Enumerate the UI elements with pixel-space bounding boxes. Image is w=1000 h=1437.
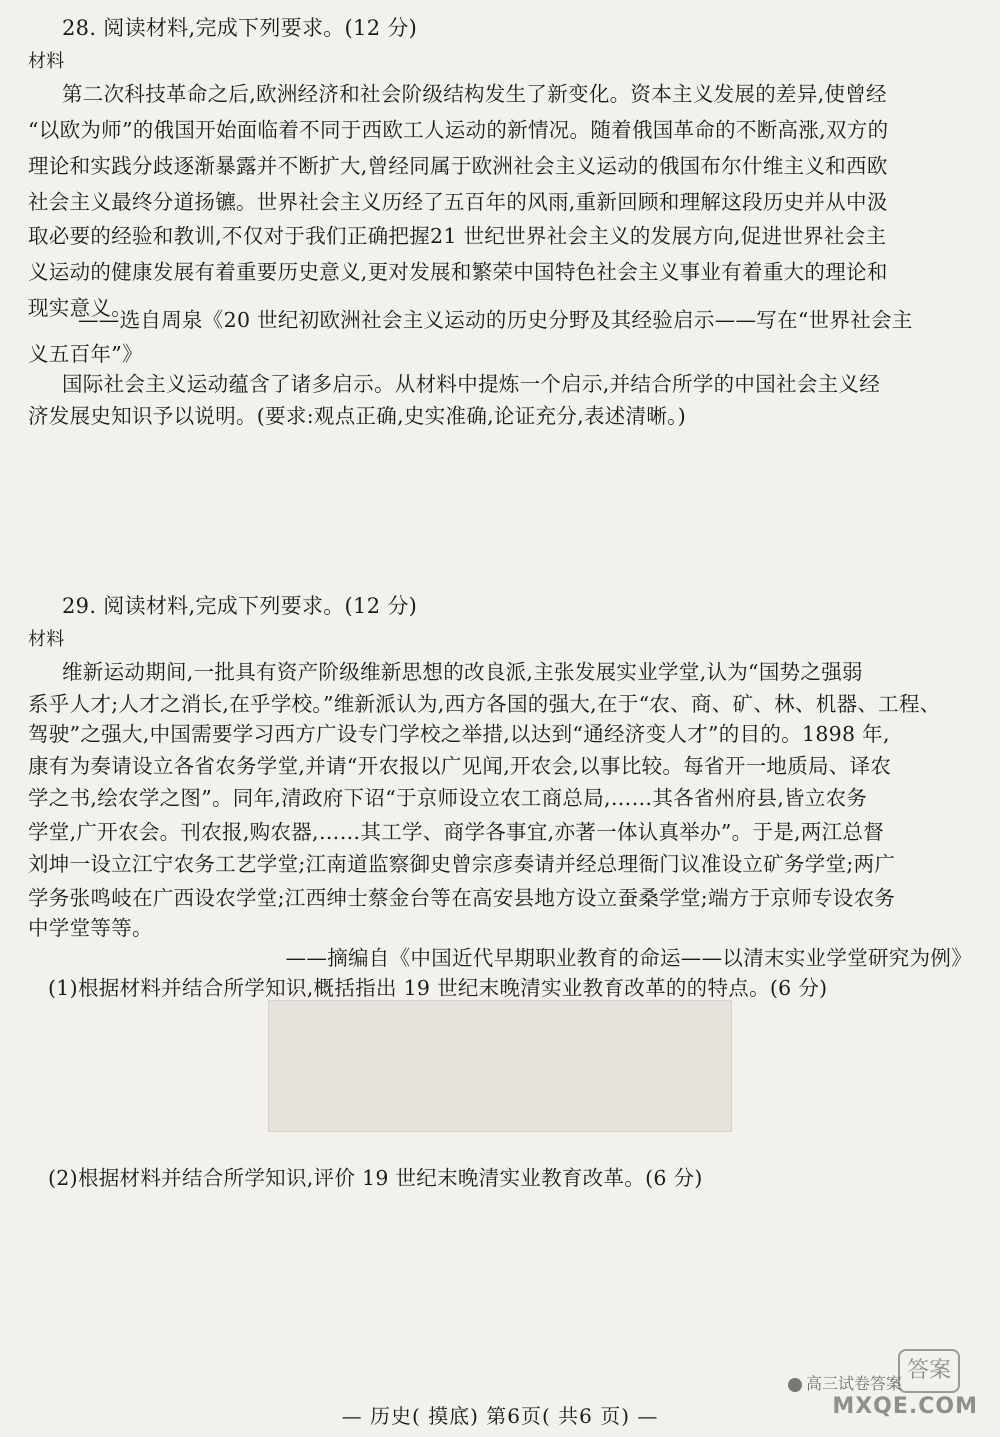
q29-subquestion-1: (1)根据材料并结合所学知识,概括指出 19 世纪末晚清实业教育改革的的特点。(6 分) (48, 976, 828, 1000)
q29-material-line: 驾驶”之强大,中国需要学习西方广设专门学校之举措,以达到“通经济变人才”的目的。1898 年, (28, 722, 890, 746)
q28-material-label: 材料 (28, 51, 65, 72)
q29-material-line: 康有为奏请设立各省农务学堂,并请“开农报以广见闻,开农会,以事比较。每省开一地质局、译农 (28, 754, 892, 778)
q29-material-line: 学堂,广开农会。刊农报,购农器,……其工学、商学各事宜,亦著一体认真举办”。于是,两江总督 (28, 820, 885, 844)
q28-task: 国际社会主义运动蕴含了诸多启示。从材料中提炼一个启示,并结合所学的中国社会主义经 (62, 372, 881, 396)
q28-material-line: 第二次科技革命之后,欧洲经济和社会阶级结构发生了新变化。资本主义发展的差异,使曾经 (62, 82, 887, 106)
page-footer: — 历史( 摸底) 第6页( 共6 页) — (341, 1404, 659, 1428)
q29-material-line: 维新运动期间,一批具有资产阶级维新思想的改良派,主张发展实业学堂,认为“国势之强弱 (62, 660, 863, 684)
q29-material-line: 中学堂等等。 (28, 916, 153, 940)
q28-heading: 28. 阅读材料,完成下列要求。(12 分) (62, 16, 418, 40)
q28-material-line: 义运动的健康发展有着重要历史意义,更对发展和繁荣中国特色社会主义事业有着重大的理论和 (28, 260, 888, 284)
watermark-wechat-text: 高三试卷答案 (806, 1374, 903, 1393)
watermark-wechat (788, 1371, 902, 1394)
q28-task-cont: 济发展史知识予以说明。(要求:观点正确,史实准确,论证充分,表述清晰。) (28, 404, 686, 428)
q29-material-line: 系乎人才;人才之消长,在乎学校。”维新派认为,西方各国的强大,在于“农、商、矿、林、机器、工程、 (28, 692, 941, 716)
q29-source: ——摘编自《中国近代早期职业教育的命运——以清末实业学堂研究为例》 (285, 946, 972, 970)
q28-material-line: “以欧为师”的俄国开始面临着不同于西欧工人运动的新情况。随着俄国革命的不断高涨,双方的 (28, 118, 889, 142)
q28-source: ——选自周泉《20 世纪初欧洲社会主义运动的历史分野及其经验启示——写在“世界社会主 (78, 308, 913, 332)
watermark-badge: 答案 (898, 1349, 960, 1393)
q29-material-line: 刘坤一设立江宁农务工艺学堂;江南道监察御史曾宗彦奏请并经总理衙门议准设立矿务学堂;两广 (28, 852, 896, 876)
q29-material-line: 学务张鸣岐在广西设农学堂;江西绅士蔡金台等在高安县地方设立蚕桑学堂;端方于京师专设农务 (28, 886, 896, 910)
q29-material-label: 材料 (28, 629, 65, 650)
q29-subquestion-2: (2)根据材料并结合所学知识,评价 19 世纪末晚清实业教育改革。(6 分) (48, 1166, 703, 1190)
answer-area-image (268, 1000, 732, 1132)
watermark-site: MXQE.COM (832, 1394, 978, 1419)
site-watermark (788, 1349, 978, 1419)
q28-material-line: 社会主义最终分道扬镳。世界社会主义历经了五百年的风雨,重新回顾和理解这段历史并从中汲 (28, 190, 888, 214)
wechat-icon (788, 1378, 802, 1392)
q28-material-line-last: 现实意义。 (28, 296, 132, 320)
q28-material-line: 理论和实践分歧逐渐暴露并不断扩大,曾经同属于欧洲社会主义运动的俄国布尔什维主义和西欧 (28, 154, 888, 178)
q28-material-line: 取必要的经验和教训,不仅对于我们正确把握21 世纪世界社会主义的发展方向,促进世界社会主 (28, 224, 887, 248)
q29-material-line: 学之书,绘农学之图”。同年,清政府下诏“于京师设立农工商总局,……其各省州府县,皆立农务 (28, 786, 868, 810)
q29-heading: 29. 阅读材料,完成下列要求。(12 分) (62, 594, 418, 618)
q28-source-cont: 义五百年”》 (28, 342, 143, 366)
